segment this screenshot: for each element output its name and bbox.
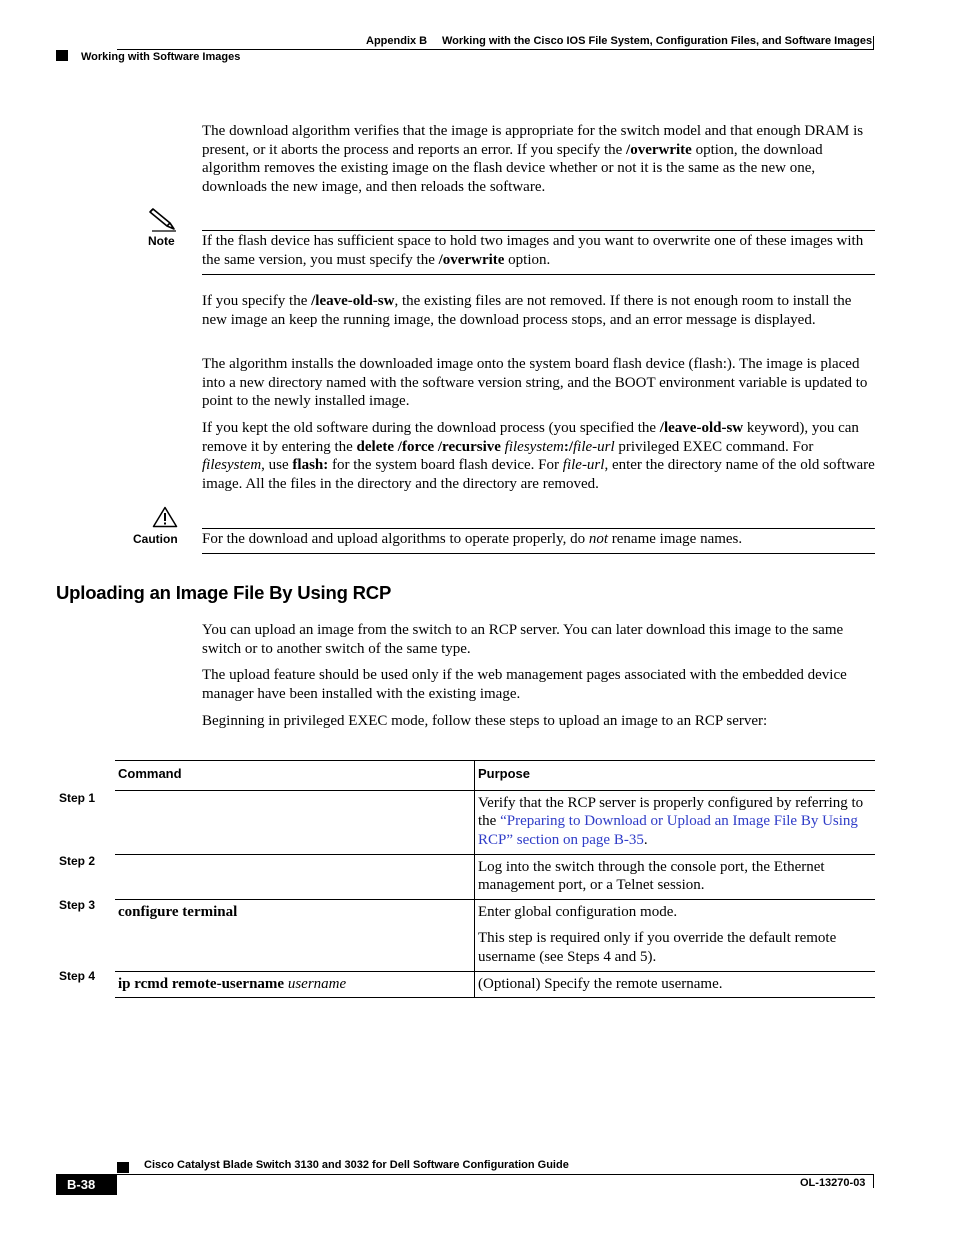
header-section: Working with Software Images [81, 51, 241, 63]
steps-table [115, 760, 875, 998]
step3-label: Step 3 [59, 898, 96, 912]
header-marker [56, 50, 68, 61]
argument: file-url [562, 457, 605, 474]
command: configure terminal [118, 903, 238, 920]
step1-purpose [475, 790, 876, 854]
note-label: Note [148, 234, 175, 248]
paragraph-remove-old-software [202, 419, 876, 493]
step1-label: Step 1 [59, 791, 96, 805]
footer-title: Cisco Catalyst Blade Switch 3130 and 3032 for Dell Software Configuration Guide [144, 1159, 569, 1171]
step3-purpose [475, 899, 876, 971]
text: Enter global configuration mode. [478, 903, 678, 920]
warning-triangle-icon [152, 506, 178, 528]
header-rule-right [873, 36, 874, 50]
text: . [643, 831, 648, 848]
step3-command [115, 899, 475, 971]
text: If the flash device has sufficient space to hold two images and you want to overwrite one of these images with the same version, you must specify the [202, 233, 864, 268]
caution-label: Caution [133, 532, 178, 546]
text: option, the download algorithm removes the existing image on the flash device whether or not it is the same as the new one, downloads the new image, and then reloads the software. [202, 141, 823, 195]
text: option. [504, 251, 551, 268]
note-rule-top [202, 230, 875, 231]
footer-marker [117, 1162, 129, 1173]
text: If you specify the [202, 293, 312, 309]
keyword-overwrite: /overwrite [626, 141, 692, 158]
caution-rule-bottom [202, 553, 875, 554]
note-text [202, 232, 876, 269]
text: If you kept the old software during the download process (you specified the [202, 420, 660, 436]
caution-rule-top [202, 528, 875, 529]
text: The download algorithm verifies that the image is appropriate for the switch model and that enough DRAM is present, or it aborts the process and reports an error. If you specify the [202, 123, 864, 158]
command: :/ [563, 438, 573, 455]
footer-page-number: B-38 [67, 1177, 96, 1192]
paragraph-upload-intro: You can upload an image from the switch to an RCP server. You can later download this image to the same switch or to another switch of the same type. [202, 622, 844, 657]
table-row [115, 899, 875, 971]
paragraph-install-algorithm: The algorithm installs the downloaded image onto the system board flash device (flash:). The image is placed into a new directory named with the software version string, and the BOOT environment variable is updated to point to the newly installed image. [202, 356, 868, 410]
step2-purpose: Log into the switch through the console port, the Ethernet management port, or a Telnet session. [475, 854, 876, 899]
table-row [115, 854, 875, 899]
keyword: flash: [292, 457, 329, 474]
text: rename image names. [608, 531, 743, 547]
table-row [115, 971, 875, 998]
pencil-note-icon [148, 206, 178, 232]
text: keyword), you can remove it by entering the [202, 420, 859, 455]
command: delete /force /recursive [356, 438, 501, 455]
text: Verify that the RCP server is properly configured by referring to the [478, 794, 864, 830]
paragraph-leave-old-sw [202, 292, 876, 329]
step2-label: Step 2 [59, 854, 96, 868]
keyword-leave-old-sw: /leave-old-sw [311, 293, 395, 309]
footer-doc-id: OL-13270-03 [800, 1177, 866, 1189]
note-rule-bottom [202, 274, 875, 275]
step4-purpose: (Optional) Specify the remote username. [475, 971, 876, 998]
footer-rule-right [873, 1174, 874, 1188]
header-appendix: Appendix B [366, 35, 428, 47]
text: For the download and upload algorithms to operate properly, do [202, 531, 589, 547]
section-heading: Uploading an Image File By Using RCP [56, 582, 392, 603]
argument: filesystem [500, 438, 564, 455]
footer-rule [117, 1174, 874, 1175]
argument: filesystem [202, 457, 262, 474]
text: for the system board flash device. For [328, 457, 563, 474]
text: , the existing files are not removed. If there is not enough room to install the new image an keep the running image, the download process stops, and an error message is displayed. [202, 293, 852, 328]
paragraph-steps-intro: Beginning in privileged EXEC mode, follow these steps to upload an image to an RCP server: [202, 713, 768, 729]
text: privileged EXEC command. For [614, 438, 814, 455]
step1-command [115, 790, 475, 854]
caution-text [202, 530, 876, 549]
step4-command [115, 971, 475, 998]
column-header-purpose: Purpose [475, 761, 876, 791]
paragraph-download-algorithm [202, 122, 876, 196]
emphasis: not [588, 531, 609, 547]
cross-reference-link[interactable]: “Preparing to Download or Upload an Image File By Using RCP” section on page B-35 [478, 813, 858, 848]
keyword-overwrite: /overwrite [438, 251, 505, 268]
header-rule [117, 49, 874, 50]
header-chapter: Working with the Cisco IOS File System, Configuration Files, and Software Images [442, 35, 873, 47]
command: ip rcmd remote-username [118, 975, 285, 992]
argument: username [284, 975, 347, 992]
table-header-row [115, 761, 875, 791]
text: , enter the directory name of the old software image. All the files in the directory and the directory are removed. [202, 457, 875, 492]
keyword: /leave-old-sw [659, 420, 744, 436]
paragraph-upload-feature: The upload feature should be used only if the web management pages associated with the embedded device manager have been installed with the existing image. [202, 667, 847, 702]
step2-command [115, 854, 475, 899]
text: This step is required only if you override the default remote username (see Steps 4 and 5). [478, 930, 837, 965]
column-header-command: Command [115, 761, 475, 791]
step4-label: Step 4 [59, 969, 96, 983]
text: , use [261, 457, 293, 474]
argument: file-url [573, 438, 615, 455]
table-row [115, 790, 875, 854]
